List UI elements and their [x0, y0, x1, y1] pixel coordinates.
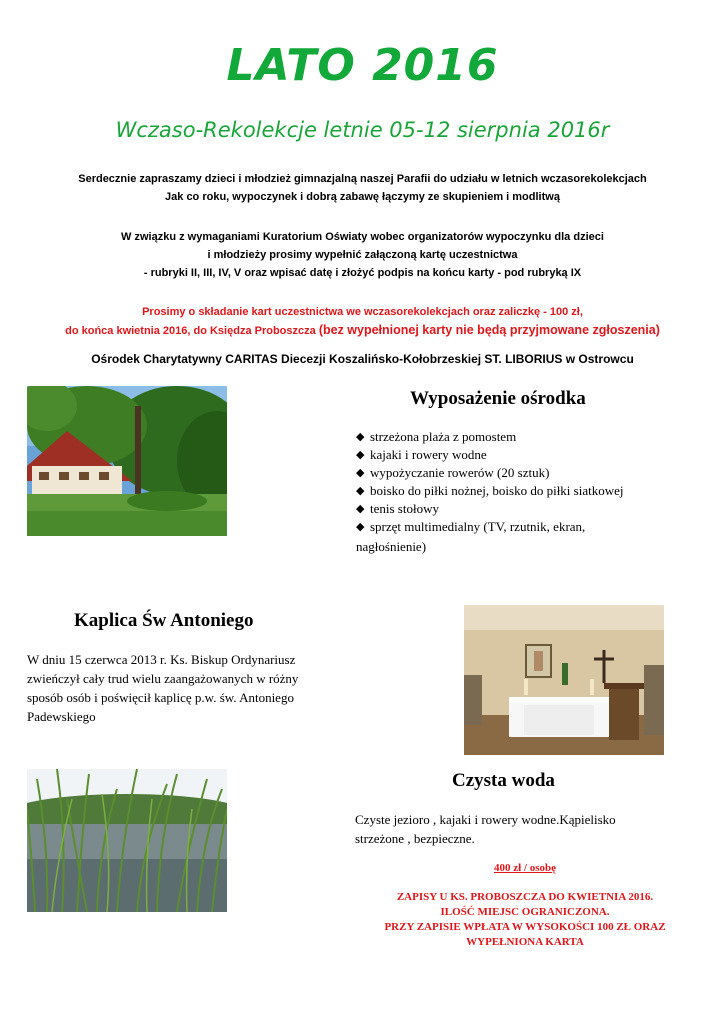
lake-reeds-photo [27, 769, 227, 912]
notice-line: PRZY ZAPISIE WPŁATA W WYSOKOŚCI 100 ZŁ ORAZ [384, 921, 666, 933]
intro-line: W związku z wymaganiami Kuratorium Oświaty wobec organizatorów wypoczynku dla dzieci [121, 231, 604, 243]
resort-photo [27, 386, 227, 536]
intro-line: Serdecznie zapraszamy dzieci i młodzież gimnazjalną naszej Parafii do udziału w letnich wczasorekolekcjach [78, 173, 647, 185]
organizer-line: Ośrodek Charytatywny CARITAS Diecezji Koszalińsko-Kołobrzeskiej ST. LIBORIUS w Ostrowcu [91, 352, 634, 366]
intro-block-2 [0, 228, 725, 282]
notice-line: WYPEŁNIONA KARTA [466, 936, 584, 948]
list-item: ◆ tenis stołowy [356, 501, 439, 516]
diamond-bullet-icon: ◆ [356, 503, 365, 515]
chapel-photo [464, 605, 664, 755]
text-line: sposób osób i poświęcił kaplicę p.w. św. Antoniego [27, 690, 294, 705]
equipment-heading: Wyposażenie ośrodka [410, 388, 586, 409]
equipment-items [356, 428, 676, 536]
diamond-bullet-icon: ◆ [356, 521, 365, 533]
list-item: ◆ boisko do piłki nożnej, boisko do piłki siatkowej [356, 483, 624, 498]
chapel-heading: Kaplica Św Antoniego [74, 610, 254, 631]
registration-notice [345, 890, 705, 950]
list-item: ◆ sprzęt multimedialny (TV, rzutnik, ekran, [356, 519, 586, 534]
page-title: LATO 2016 [226, 40, 499, 91]
deadline-notice [0, 303, 725, 340]
equipment-list [356, 428, 676, 556]
water-heading: Czysta woda [452, 770, 555, 791]
diamond-bullet-icon: ◆ [356, 467, 365, 479]
intro-line: i młodzieży prosimy wypełnić załączoną kartę uczestnictwa [207, 249, 518, 261]
intro-line: Jak co roku, wypoczynek i dobrą zabawę łączymy ze skupieniem i modlitwą [165, 191, 560, 203]
notice-deadline: do końca kwietnia 2016, do Księdza Proboszcza [65, 325, 316, 337]
list-item: ◆ strzeżona plaża z pomostem [356, 429, 517, 444]
intro-line: - rubryki II, III, IV, V oraz wpisać datę i złożyć podpis na końcu karty - pod rubryką IX [143, 267, 582, 279]
chapel-description [27, 650, 367, 726]
water-description [355, 810, 695, 848]
text-line: strzeżone , bezpieczne. [355, 831, 475, 846]
text-line: Padewskiego [27, 709, 96, 724]
notice-line: Prosimy o składanie kart uczestnictwa we wczasorekolekcjach oraz zaliczkę - 100 zł, [142, 306, 583, 318]
text-line: Czyste jezioro , kajaki i rowery wodne.Kąpielisko [355, 812, 616, 827]
notice-line: ZAPISY U KS. PROBOSZCZA DO KWIETNIA 2016. [396, 891, 654, 903]
notice-line: ILOŚĆ MIEJSC OGRANICZONA. [440, 906, 610, 918]
text-line: W dniu 15 czerwca 2013 r. Ks. Biskup Ordynariusz [27, 652, 296, 667]
page-subtitle: Wczaso-Rekolekcje letnie 05-12 sierpnia 2016r [115, 118, 610, 142]
diamond-bullet-icon: ◆ [356, 431, 365, 443]
price-label: 400 zł / osobę [493, 862, 557, 874]
list-item: ◆ wypożyczanie rowerów (20 sztuk) [356, 465, 550, 480]
list-item: ◆ kajaki i rowery wodne [356, 447, 487, 462]
diamond-bullet-icon: ◆ [356, 449, 365, 461]
list-item-continuation: nagłośnienie) [356, 539, 427, 554]
notice-line [0, 321, 725, 340]
text-line: zwieńczył cały trud wielu zaangażowanych w różny [27, 671, 299, 686]
intro-block-1 [0, 170, 725, 206]
diamond-bullet-icon: ◆ [356, 485, 365, 497]
notice-warning: (bez wypełnionej karty nie będą przyjmowane zgłoszenia) [318, 323, 660, 337]
